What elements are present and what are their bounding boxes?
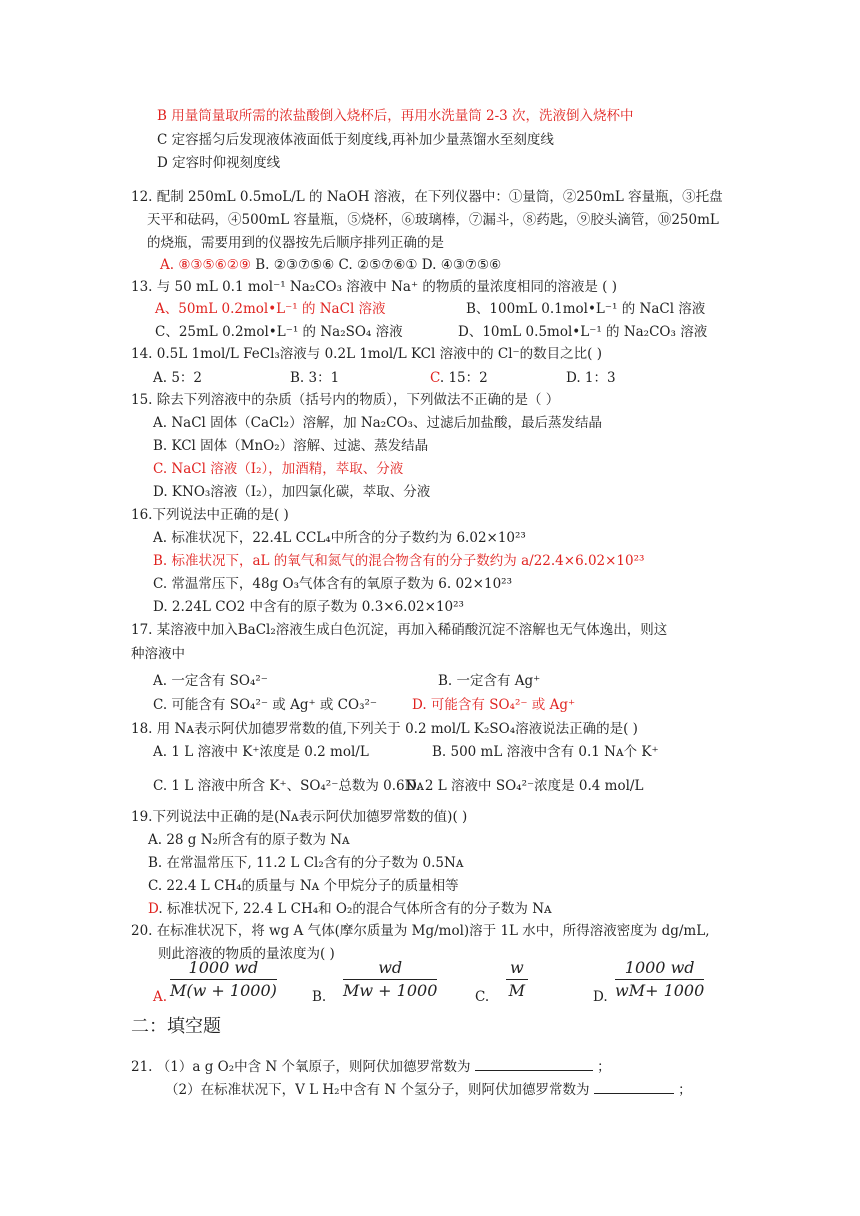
q21-part1 <box>131 1056 611 1076</box>
q17-option-d: D. 可能含有 SO₄²⁻ 或 Ag⁺ <box>412 697 576 713</box>
q15-option-a: A. NaCl 固体（CaCl₂）溶解，加 Na₂CO₃、过滤后加盐酸，最后蒸发结晶 <box>153 415 602 431</box>
q13-option-a: A、50mL 0.2mol•L⁻¹ 的 NaCl 溶液 <box>155 301 386 317</box>
q19-stem: 19.下列说法中正确的是(Nᴀ表示阿伏加德罗常数的值)( ) <box>131 809 468 825</box>
fraction-c-bar <box>506 979 528 980</box>
q20-stem-2: 则此溶液的物质的量浓度为( ) <box>158 946 335 962</box>
q14-option-a: A. 5：2 <box>153 370 203 386</box>
q16-option-a: A. 标准状况下，22.4L CCL₄中所含的分子数约为 6.02×10²³ <box>153 530 526 546</box>
q20-option-a-label: A. <box>153 989 168 1005</box>
q14-option-b: B. 3：1 <box>290 370 340 386</box>
fraction-a-bar <box>170 979 277 980</box>
q15-option-b: B. KCl 固体（MnO₂）溶解、过滤、蒸发结晶 <box>153 438 429 454</box>
q21-part2-end: ； <box>678 1082 692 1098</box>
q18-option-b: B. 500 mL 溶液中含有 0.1 Nᴀ个 K⁺ <box>432 744 659 760</box>
fraction-d-bar <box>615 979 704 980</box>
q14-option-c-text: . 15：2 <box>439 370 488 386</box>
q18-option-d: D. 2 L 溶液中 SO₄²⁻浓度是 0.4 mol/L <box>406 778 644 794</box>
fraction-b-bar <box>343 979 437 980</box>
q12-stem-3: 的烧瓶，需要用到的仪器按先后顺序排列正确的是 <box>147 235 444 251</box>
q21-part2-text: （2）在标准状况下，V L H₂中含有 N 个氢分子，则阿伏加德罗常数为 <box>165 1082 590 1098</box>
q12-options <box>160 256 501 274</box>
q15-option-c: C. NaCl 溶液（I₂），加酒精，萃取、分液 <box>153 461 404 477</box>
q19-option-b: B. 在常温常压下, 11.2 L Cl₂含有的分子数为 0.5Nᴀ <box>148 855 464 871</box>
q21-part1-text: 21. （1）a g O₂中含 N 个氧原子，则阿伏加德罗常数为 <box>131 1059 471 1075</box>
q17-stem-1: 17. 某溶液中加入BaCl₂溶液生成白色沉淀，再加入稀硝酸沉淀不溶解也无气体逸出，则这 <box>131 622 668 638</box>
q18-option-c: C. 1 L 溶液中所含 K⁺、SO₄²⁻总数为 0.6Nᴀ <box>153 778 425 794</box>
q21-part1-end: ； <box>597 1059 611 1075</box>
q16-option-b: B. 标准状况下，aL 的氧气和氮气的混合物含有的分子数约为 a/22.4×6.02×10²³ <box>153 553 645 569</box>
q13-option-b: B、100mL 0.1mol•L⁻¹ 的 NaCl 溶液 <box>466 301 706 317</box>
fraction-a-denominator: M(w + 1000) <box>170 981 277 1000</box>
q17-stem-2: 种溶液中 <box>131 646 185 662</box>
q13-stem: 13. 与 50 mL 0.1 mol⁻¹ Na₂CO₃ 溶液中 Na⁺ 的物质的量浓度相同的溶液是 ( ) <box>131 279 617 295</box>
q19-option-a: A. 28 g N₂所含有的原子数为 Nᴀ <box>148 832 350 848</box>
section-title-fill-in: 二：填空题 <box>131 1016 221 1037</box>
q17-option-b: B. 一定含有 Ag⁺ <box>438 673 541 689</box>
q11-option-d: D 定容时仰视刻度线 <box>157 155 281 171</box>
q20-fraction-d <box>615 958 704 1001</box>
fraction-d-denominator: wM+ 1000 <box>615 981 705 1000</box>
q21-part2-blank[interactable] <box>594 1079 674 1094</box>
q13-option-d: D、10mL 0.5mol•L⁻¹ 的 Na₂CO₃ 溶液 <box>458 324 708 340</box>
fraction-c-denominator: M <box>508 981 526 1000</box>
q20-fraction-c <box>506 958 528 1001</box>
fraction-b-numerator: wd <box>378 958 403 977</box>
q20-fraction-a <box>170 958 277 1001</box>
q17-option-a: A. 一定含有 SO₄²⁻ <box>153 673 268 689</box>
q20-option-b-label: B. <box>312 989 327 1005</box>
q18-option-a: A. 1 L 溶液中 K⁺浓度是 0.2 mol/L <box>153 744 369 760</box>
q15-stem: 15. 除去下列溶液中的杂质（括号内的物质），下列做法不正确的是（ ） <box>131 392 560 408</box>
q20-stem-1: 20. 在标准状况下，将 wg A 气体(摩尔质量为 Mg/mol)溶于 1L 水中，所得溶液密度为 dg/mL, <box>131 923 710 939</box>
q20-fraction-b <box>343 958 437 1001</box>
q12-options-bcd: B. ②③⑦⑤⑥ C. ②⑤⑦⑥① D. ④③⑦⑤⑥ <box>255 257 502 273</box>
q11-option-b: B 用量筒量取所需的浓盐酸倒入烧杯后，再用水洗量筒 2-3 次，洗液倒入烧杯中 <box>157 108 634 124</box>
q21-part1-blank[interactable] <box>475 1056 593 1071</box>
q18-stem: 18. 用 Nᴀ表示阿伏加德罗常数的值,下列关于 0.2 mol/L K₂SO₄溶液说法正确的是( ) <box>131 721 638 737</box>
q19-answer-letter: D <box>148 901 159 917</box>
fraction-c-numerator: w <box>510 958 524 977</box>
fraction-b-denominator: Mw + 1000 <box>343 981 438 1000</box>
fraction-d-numerator: 1000 wd <box>624 958 695 977</box>
q21-part2 <box>165 1079 692 1099</box>
q16-stem: 16.下列说法中正确的是( ) <box>131 507 289 523</box>
q14-option-d: D. 1：3 <box>566 370 616 386</box>
q20-option-d-label: D. <box>593 989 608 1005</box>
q12-option-a: A. ⑧③⑤⑥②⑨ <box>160 257 251 273</box>
q14-stem: 14. 0.5L 1mol/L FeCl₃溶液与 0.2L 1mol/L KCl 溶液中的 Cl⁻的数目之比( ) <box>131 346 603 362</box>
q19-option-c: C. 22.4 L CH₄的质量与 Nᴀ 个甲烷分子的质量相等 <box>148 878 459 894</box>
q15-option-d: D. KNO₃溶液（I₂），加四氯化碳，萃取、分液 <box>153 484 431 500</box>
fraction-a-numerator: 1000 wd <box>188 958 259 977</box>
q13-option-c: C、25mL 0.2mol•L⁻¹ 的 Na₂SO₄ 溶液 <box>155 324 403 340</box>
q19-option-d <box>148 900 552 918</box>
q19-option-d-text: . 标准状况下, 22.4 L CH₄和 O₂的混合气体所含有的分子数为 Nᴀ <box>158 901 552 917</box>
q12-stem-1: 12. 配制 250mL 0.5moL/L 的 NaOH 溶液，在下列仪器中：①量筒，②250mL 容量瓶，③托盘 <box>131 189 723 205</box>
q17-option-c: C. 可能含有 SO₄²⁻ 或 Ag⁺ 或 CO₃²⁻ <box>153 697 378 713</box>
q14-option-c <box>430 369 488 387</box>
q12-stem-2: 天平和砝码，④500mL 容量瓶，⑤烧杯，⑥玻璃棒，⑦漏斗，⑧药匙，⑨胶头滴管，⑩250mL <box>147 212 719 228</box>
q16-option-c: C. 常温常压下，48g O₃气体含有的氧原子数为 6. 02×10²³ <box>153 576 512 592</box>
q11-option-c: C 定容摇匀后发现液体液面低于刻度线,再补加少量蒸馏水至刻度线 <box>157 132 554 148</box>
q20-option-c-label: C. <box>475 989 490 1005</box>
q16-option-d: D. 2.24L CO2 中含有的原子数为 0.3×6.02×10²³ <box>153 599 464 615</box>
q14-answer-letter: C <box>430 370 440 386</box>
